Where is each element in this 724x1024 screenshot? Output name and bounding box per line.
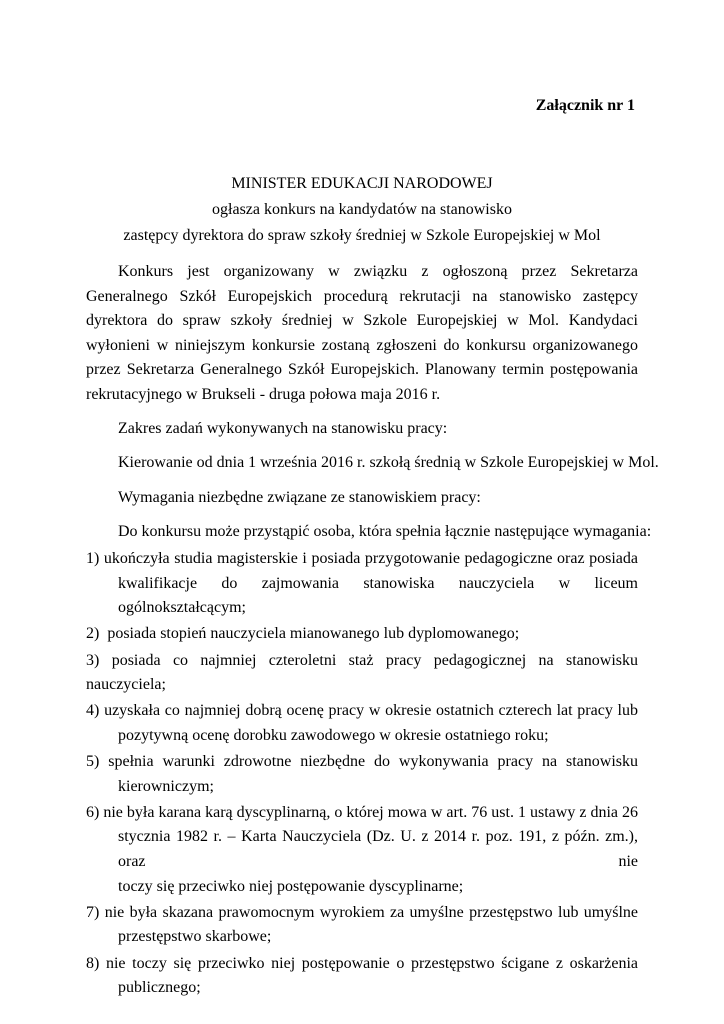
requirement-item [86,649,638,698]
header-issuer: MINISTER EDUKACJI NARODOWEJ [231,175,493,192]
requirement-text: ukończyła studia magisterskie i posiada przygotowanie pedagogiczne oraz posiada [103,549,639,567]
header-announcement: ogłasza konkurs na kandydatów na stanowisko [212,201,512,218]
requirement-number: 4) [86,702,100,720]
requirement-number: 7) [86,903,100,921]
requirement-item [86,801,638,899]
requirement-item [86,750,638,799]
requirements-list [86,547,638,1001]
announcement-header [86,171,638,249]
requirement-number: 1) [86,549,100,567]
scope-text: Kierowanie od dnia 1 września 2016 r. szkołą średnią w Szkole Europejskiej w Mol. [118,454,659,472]
requirement-number: 6) [86,803,100,821]
requirement-text: nie toczy się przeciwko niej postępowanie o przestępstwo ścigane z oskarżenia [105,954,639,972]
requirement-continuation: przestępstwo skarbowe; [118,928,272,946]
requirements-heading: Wymagania niezbędne związane ze stanowiskiem pracy: [118,488,481,506]
requirement-continuation: kwalifikacje do zajmowania stanowiska nauczyciela w liceum ogólnokształcącym; [118,574,638,617]
requirement-text: nie była karana karą dyscyplinarną, o której mowa w art. 76 ust. 1 ustawy z dnia 26 [103,803,638,821]
requirement-item [86,952,638,1001]
requirements-intro: Do konkursu może przystąpić osoba, która spełnia łącznie następujące wymagania: [118,523,652,541]
requirement-item [86,622,638,647]
document-body [86,260,659,1002]
requirement-text: uzyskała co najmniej dobrą ocenę pracy w okresie ostatnich czterech lat pracy lub [104,702,639,720]
intro-paragraph: Konkurs jest organizowany w związku z ogłoszoną przez Sekretarza Generalnego Szkół Europejskich procedurą rekrutacji na stanowisko zastępcy dyrektora do spraw szkoły średniej w Szkole Europejskiej w Mol. Kandydaci wyłonieni w niniejszym konkursie zostaną zgłoszeni do konkursu organizowanego przez Sekretarza Generalnego Szkół Europejskich. Planowany termin postępowania rekrutacyjnego w Brukseli - druga połowa maja 2016 r. [86,263,638,403]
requirement-continuation: kierowniczym; [118,777,214,795]
annex-label: Załącznik nr 1 [535,97,635,114]
requirement-text: posiada co najmniej czteroletni staż pracy pedagogicznej na stanowisku nauczyciela; [86,651,639,694]
requirement-text: posiada stopień nauczyciela mianowanego lub dyplomowanego; [107,625,520,643]
requirement-continuation: stycznia 1982 r. – Karta Nauczyciela (Dz. U. z 2014 r. poz. 191, z późn. zm.), oraz nie [118,828,638,871]
requirement-continuation: publicznego; [118,979,201,997]
requirement-continuation: toczy się przeciwko niej postępowanie dyscyplinarne; [118,877,464,895]
requirement-item [86,547,638,621]
requirement-number: 5) [86,753,100,771]
requirement-continuation: pozytywną ocenę dorobku zawodowego w okresie ostatniego roku; [118,726,549,744]
requirement-text: spełnia warunki zdrowotne niezbędne do wykonywania pracy na stanowisku [108,753,638,771]
requirement-number: 3) [86,651,100,669]
requirement-item [86,901,638,950]
requirement-number: 8) [86,954,100,972]
requirement-item [86,699,638,748]
requirement-number: 2) [86,625,100,643]
header-position: zastępcy dyrektora do spraw szkoły średniej w Szkole Europejskiej w Mol [123,227,601,244]
scope-heading: Zakres zadań wykonywanych na stanowisku pracy: [118,419,448,437]
requirement-text: nie była skazana prawomocnym wyrokiem za umyślne przestępstwo lub umyślne [104,903,639,921]
